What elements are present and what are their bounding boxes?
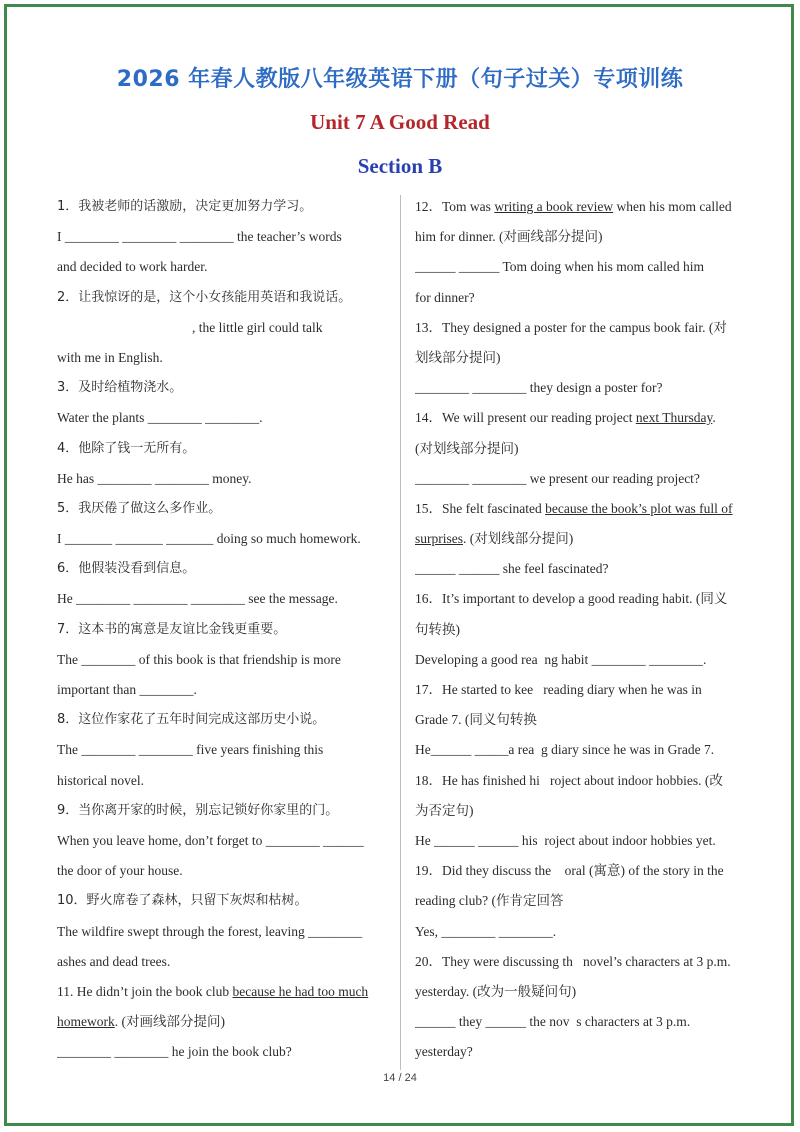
text-line: He has ________ ________ money.: [57, 470, 252, 486]
text-line: 为否定句): [415, 802, 474, 818]
underlined-text: surprises: [415, 531, 463, 547]
text-line: 7．这本书的寓意是友谊比金钱更重要。: [57, 621, 287, 637]
text-line: reading club? (作肯定回答: [415, 893, 564, 909]
text-line: , the little girl could talk: [57, 319, 323, 335]
text-line: [57, 1007, 397, 1037]
text-line: ______ ______ Tom doing when his mom called him: [415, 259, 705, 275]
text-line: 划线部分提问): [415, 349, 501, 365]
text-line: 16．It’s important to develop a good reading habit. (同义: [415, 591, 728, 607]
text-line: ________ ________ he join the book club?: [57, 1044, 292, 1060]
text-span: 15．She felt fascinated: [415, 500, 546, 516]
underlined-text: because he had too much: [232, 983, 369, 999]
text-line: The wildfire swept through the forest, leaving ________: [57, 923, 363, 939]
text-line: (对划线部分提问): [415, 440, 519, 456]
text-line: 句转换): [415, 621, 460, 637]
text-line: 4．他除了钱一无所有。: [57, 440, 196, 456]
text-line: yesterday?: [415, 1044, 473, 1060]
text-line: ________ ________ we present our reading project?: [415, 470, 700, 486]
text-line: 18．He has finished hi roject about indoor hobbies. (改: [415, 772, 723, 788]
text-line: ______ they ______ the nov s characters at 3 p.m.: [415, 1014, 691, 1030]
text-line: 2．让我惊讶的是，这个小女孩能用英语和我说话。: [57, 289, 352, 305]
text-line: 20．They were discussing th novel’s characters at 3 p.m.: [415, 953, 731, 969]
text-span: 11. He didn’t join the book club: [57, 983, 233, 999]
text-line: Water the plants ________ ________.: [57, 410, 263, 426]
text-line: 8．这位作家花了五年时间完成这部历史小说。: [57, 712, 326, 728]
text-span: 14．We will present our reading project: [415, 410, 636, 426]
left-column: [57, 192, 397, 1067]
text-line: [415, 192, 755, 222]
text-line: Grade 7. (同义句转换: [415, 712, 537, 728]
text-line: He ______ ______ his roject about indoor hobbies yet.: [415, 832, 716, 848]
text-line: 9．当你离开家的时候，别忘记锁好你家里的门。: [57, 802, 339, 818]
text-line: yesterday. (改为一般疑问句): [415, 983, 577, 999]
text-line: Yes, ________ ________.: [415, 923, 557, 939]
text-line: [57, 977, 397, 1007]
text-line: for dinner?: [415, 289, 475, 305]
text-line: historical novel.: [57, 772, 144, 788]
text-line: [415, 494, 755, 524]
text-line: [415, 524, 755, 554]
text-line: 10．野火席卷了森林，只留下灰烬和枯树。: [57, 893, 308, 909]
text-line: and decided to work harder.: [57, 259, 208, 275]
section-heading: Section B: [357, 154, 443, 178]
text-span: .: [712, 410, 716, 426]
text-line: 1．我被老师的话激励，决定更加努力学习。: [57, 199, 313, 214]
text-line: Developing a good rea ng habit ________ ________.: [415, 651, 707, 667]
text-line: him for dinner. (对画线部分提问): [415, 229, 603, 245]
text-line: ________ ________ they design a poster for?: [415, 380, 663, 396]
text-line: The ________ ________ five years finishing this: [57, 742, 324, 758]
text-line: 13．They designed a poster for the campus book fair. (对: [415, 319, 727, 335]
text-line: important than ________.: [57, 682, 197, 697]
underlined-text: next Thursday: [635, 410, 713, 426]
underlined-text: homework: [57, 1014, 115, 1030]
text-line: He ________ ________ ________ see the message.: [57, 591, 338, 607]
right-column: [415, 192, 755, 1067]
text-line: the door of your house.: [57, 863, 183, 879]
text-span: . (对划线部分提问): [463, 531, 574, 547]
text-span: when his mom called: [613, 199, 732, 214]
document-title: 2026 年春人教版八年级英语下册（句子过关）专项训练: [116, 67, 684, 92]
underlined-text: because the book’s plot was full of: [545, 500, 733, 516]
underlined-text: writing a book review: [494, 199, 614, 214]
unit-heading: Unit 7 A Good Read: [310, 110, 490, 134]
text-span: 12．Tom was: [415, 199, 495, 214]
text-line: 19．Did they discuss the oral (寓意) of the story in the: [415, 863, 724, 879]
text-line: 17．He started to kee reading diary when he was in: [415, 682, 702, 697]
text-line: He______ _____a rea g diary since he was in Grade 7.: [415, 742, 715, 758]
text-line: 3．及时给植物浇水。: [57, 380, 183, 396]
text-line: I _______ _______ _______ doing so much homework.: [57, 531, 361, 547]
text-span: . (对画线部分提问): [114, 1014, 225, 1030]
text-line: 5．我厌倦了做这么多作业。: [57, 500, 222, 516]
text-line: ashes and dead trees.: [57, 953, 171, 969]
text-line: 6．他假装没看到信息。: [57, 561, 196, 577]
text-line: I ________ ________ ________ the teacher’s words: [57, 229, 342, 245]
column-divider: [400, 195, 401, 1070]
text-line: with me in English.: [57, 349, 163, 365]
text-line: When you leave home, don’t forget to ________ ______: [57, 832, 364, 848]
text-line: [415, 403, 755, 433]
text-line: The ________ of this book is that friendship is more: [57, 651, 341, 667]
text-line: ______ ______ she feel fascinated?: [415, 561, 609, 577]
page-number: 14 / 24: [383, 1072, 417, 1084]
